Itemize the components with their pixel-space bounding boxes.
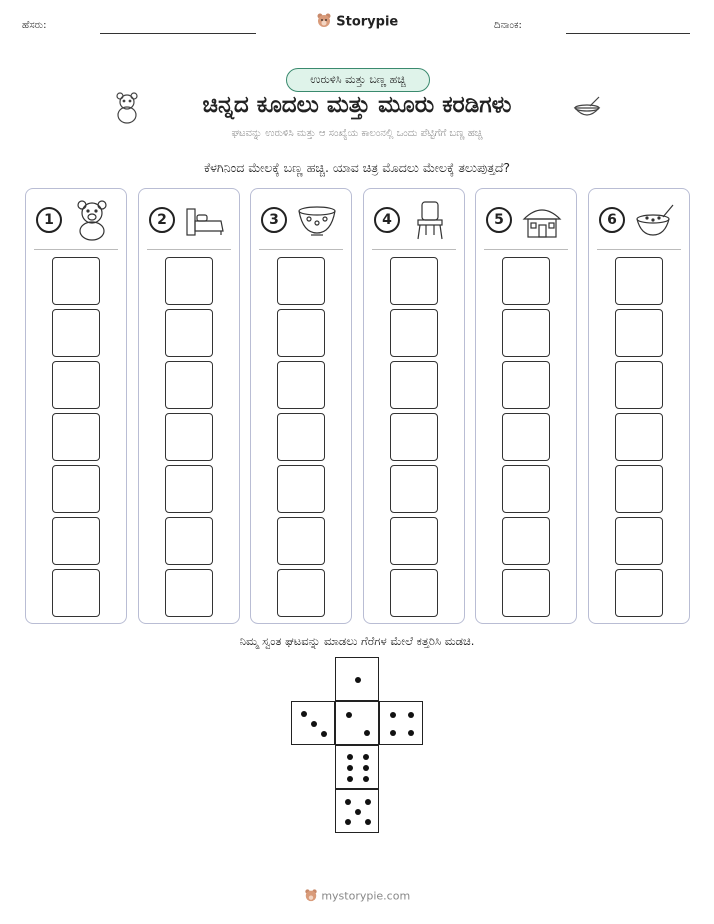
dice-pip — [363, 754, 369, 760]
dice-face-1 — [335, 657, 379, 701]
color-box[interactable] — [277, 517, 325, 565]
subtitle: ಘಟವನ್ನು ಉರುಳಿಸಿ ಮತ್ತು ಆ ಸಂಖ್ಯೆಯ ಕಾಲಂನಲ್ಲಿ ಒಂದು ಪೆಟ್ಟಿಗೆಗೆ ಬಣ್ಣ ಹಚ್ಚಿ — [231, 128, 483, 139]
color-box[interactable] — [165, 257, 213, 305]
color-box[interactable] — [277, 465, 325, 513]
column-number: 6 — [599, 207, 625, 233]
dice-face-4 — [379, 701, 423, 745]
column-3 — [250, 188, 352, 624]
dice-pip — [365, 819, 371, 825]
color-box[interactable] — [52, 413, 100, 461]
color-box[interactable] — [277, 257, 325, 305]
porridge-icon — [633, 199, 677, 241]
color-box[interactable] — [52, 361, 100, 409]
page-title: ಚಿನ್ನದ ಕೂದಲು ಮತ್ತು ಮೂರು ಕರಡಿಗಳು — [202, 92, 512, 118]
name-label: ಹೆಸರು: — [22, 20, 47, 31]
color-box[interactable] — [52, 465, 100, 513]
dice-pip — [363, 765, 369, 771]
color-box[interactable] — [502, 361, 550, 409]
column-number: 4 — [374, 207, 400, 233]
dice-pip — [347, 754, 353, 760]
column-number: 2 — [149, 207, 175, 233]
color-box[interactable] — [52, 517, 100, 565]
dice-pip — [365, 799, 371, 805]
color-box[interactable] — [502, 257, 550, 305]
dice-face-6 — [335, 745, 379, 789]
color-box[interactable] — [390, 569, 438, 617]
color-box[interactable] — [390, 309, 438, 357]
dice-pip — [390, 730, 396, 736]
column-4 — [363, 188, 465, 624]
color-box[interactable] — [165, 361, 213, 409]
dice-pip — [355, 809, 361, 815]
color-box[interactable] — [615, 517, 663, 565]
dice-pip — [408, 730, 414, 736]
column-1 — [25, 188, 127, 624]
color-box[interactable] — [165, 413, 213, 461]
dice-face-5 — [335, 789, 379, 833]
color-box[interactable] — [165, 309, 213, 357]
color-box[interactable] — [390, 517, 438, 565]
footer-bear-icon — [304, 888, 318, 905]
color-box[interactable] — [277, 413, 325, 461]
name-line[interactable] — [100, 33, 256, 34]
dice-pip — [311, 721, 317, 727]
column-divider — [372, 249, 456, 250]
bear-icon — [70, 199, 114, 241]
dice-pip — [364, 730, 370, 736]
color-box[interactable] — [277, 361, 325, 409]
dice-pip — [347, 765, 353, 771]
color-box[interactable] — [615, 361, 663, 409]
footer — [0, 888, 714, 905]
cottage-icon — [520, 199, 564, 241]
chair-icon — [408, 199, 452, 241]
column-divider — [597, 249, 681, 250]
bowl-icon — [295, 199, 339, 241]
date-line[interactable] — [566, 33, 690, 34]
brand-name: Storypie — [336, 14, 399, 30]
dice-face-2 — [335, 701, 379, 745]
brand-logo — [0, 12, 714, 32]
column-2 — [138, 188, 240, 624]
color-box[interactable] — [277, 569, 325, 617]
footer-url: mystorypie.com — [321, 889, 411, 903]
color-box[interactable] — [390, 465, 438, 513]
dice-pip — [347, 776, 353, 782]
bed-icon — [183, 199, 227, 241]
color-box[interactable] — [52, 309, 100, 357]
date-label: ದಿನಾಂಕ: — [494, 20, 522, 31]
color-box[interactable] — [277, 309, 325, 357]
column-divider — [484, 249, 568, 250]
color-box[interactable] — [52, 569, 100, 617]
dice-pip — [345, 799, 351, 805]
color-box[interactable] — [165, 569, 213, 617]
color-box[interactable] — [52, 257, 100, 305]
column-divider — [259, 249, 343, 250]
storypie-bear-icon — [316, 12, 332, 32]
dice-instruction: ನಿಮ್ಮ ಸ್ವಂತ ಘಟವನ್ನು ಮಾಡಲು ಗೆರೆಗಳ ಮೇಲೆ ಕತ್ತರಿಸಿ ಮಡಚಿ. — [239, 634, 475, 648]
color-box[interactable] — [165, 517, 213, 565]
color-box[interactable] — [502, 413, 550, 461]
question: ಕೆಳಗಿನಿಂದ ಮೇಲಕ್ಕೆ ಬಣ್ಣ ಹಚ್ಚಿ. ಯಾವ ಚಿತ್ರ ಮೊದಲು ಮೇಲಕ್ಕೆ ತಲುಪುತ್ತದೆ? — [203, 160, 511, 175]
color-box[interactable] — [390, 413, 438, 461]
color-box[interactable] — [390, 361, 438, 409]
color-box[interactable] — [502, 309, 550, 357]
dice-pip — [321, 731, 327, 737]
dice-pip — [301, 711, 307, 717]
title-bowl-icon — [572, 94, 602, 126]
color-box[interactable] — [615, 257, 663, 305]
color-box[interactable] — [502, 569, 550, 617]
color-box[interactable] — [615, 413, 663, 461]
color-box[interactable] — [502, 465, 550, 513]
color-box[interactable] — [615, 569, 663, 617]
dice-pip — [408, 712, 414, 718]
color-box[interactable] — [615, 465, 663, 513]
column-number: 5 — [486, 207, 512, 233]
dice-pip — [355, 677, 361, 683]
color-box[interactable] — [615, 309, 663, 357]
color-box[interactable] — [165, 465, 213, 513]
dice-pip — [345, 819, 351, 825]
dice-pip — [390, 712, 396, 718]
color-box[interactable] — [502, 517, 550, 565]
dice-face-3 — [291, 701, 335, 745]
column-number: 3 — [261, 207, 287, 233]
dice-pip — [363, 776, 369, 782]
activity-pill: ಉರುಳಿಸಿ ಮತ್ತು ಬಣ್ಣ ಹಚ್ಚಿ — [286, 68, 430, 92]
dice-pip — [346, 712, 352, 718]
column-divider — [34, 249, 118, 250]
column-divider — [147, 249, 231, 250]
column-number: 1 — [36, 207, 62, 233]
column-6 — [588, 188, 690, 624]
column-5 — [475, 188, 577, 624]
color-box[interactable] — [390, 257, 438, 305]
